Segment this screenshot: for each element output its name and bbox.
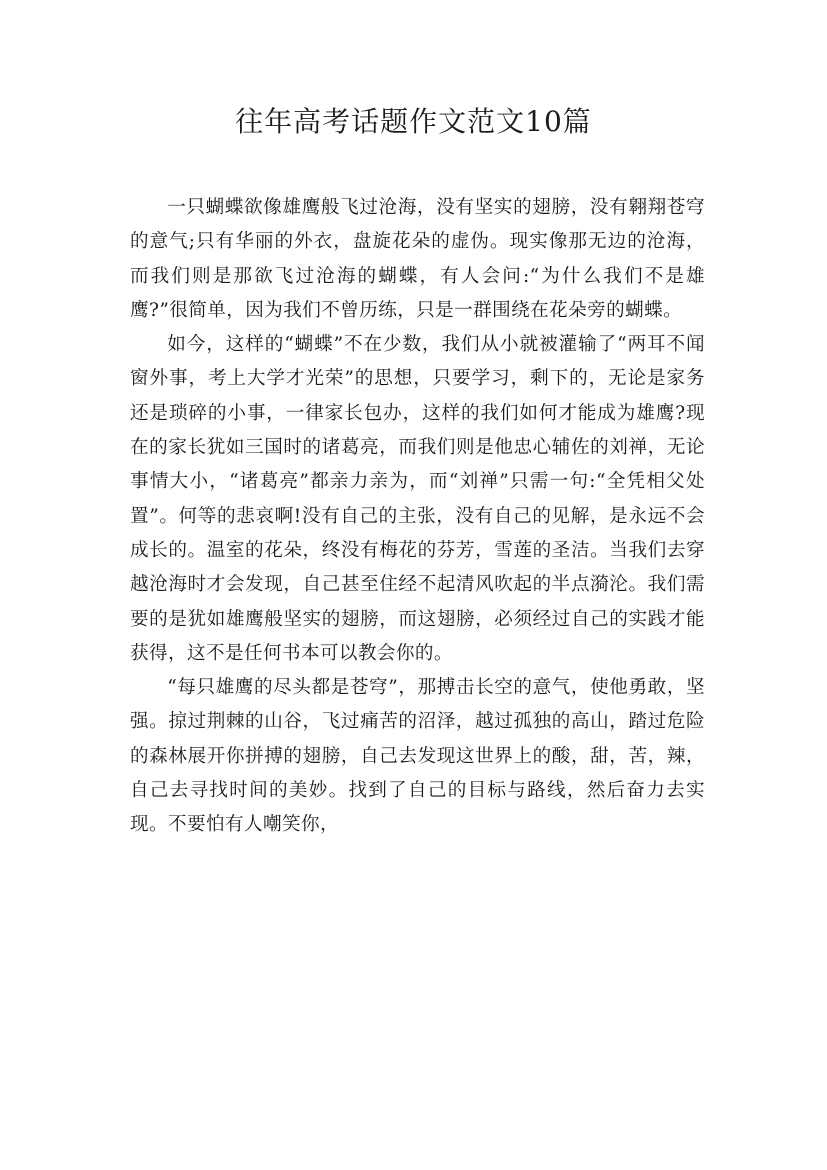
document-body	[130, 191, 705, 843]
paragraph-1: 一只蝴蝶欲像雄鹰般飞过沧海，没有坚实的翅膀，没有翱翔苍穹的意气;只有华丽的外衣，盘旋花朵的虚伪。现实像那无边的沧海，而我们则是那欲飞过沧海的蝴蝶，有人会问:“为什么我们不是雄鹰?”很简单，因为我们不曾历练，只是一群围绕在花朵旁的蝴蝶。	[130, 197, 705, 321]
paragraph-2: 如今，这样的“蝴蝶”不在少数，我们从小就被灌输了“两耳不闻窗外事，考上大学才光荣”的思想，只要学习，剩下的，无论是家务还是琐碎的小事，一律家长包办，这样的我们如何才能成为雄鹰?现在的家长犹如三国时的诸葛亮，而我们则是他忠心辅佐的刘禅，无论事情大小，“诸葛亮”都亲力亲为，而“刘禅”只需一句:“全凭相父处置”。何等的悲哀啊!没有自己的主张，没有自己的见解，是永远不会成长的。温室的花朵，终没有梅花的芬芳，雪莲的圣洁。当我们去穿越沧海时才会发现，自己甚至住经不起清风吹起的半点漪沦。我们需要的是犹如雄鹰般坚实的翅膀，而这翅膀，必须经过自己的实践才能获得，这不是任何书本可以教会你的。	[130, 334, 705, 664]
paragraph-3: “每只雄鹰的尽头都是苍穹”，那搏击长空的意气，使他勇敢，坚强。掠过荆棘的山谷，飞过痛苦的沼泽，越过孤独的高山，踏过危险的森林展开你拼搏的翅膀，自己去发现这世界上的酸，甜，苦，辣，自己去寻找时间的美妙。找到了自己的目标与路线，然后奋力去实现。不要怕有人嘲笑你，	[130, 677, 705, 836]
document-title: 往年高考话题作文范文10篇	[235, 105, 592, 138]
